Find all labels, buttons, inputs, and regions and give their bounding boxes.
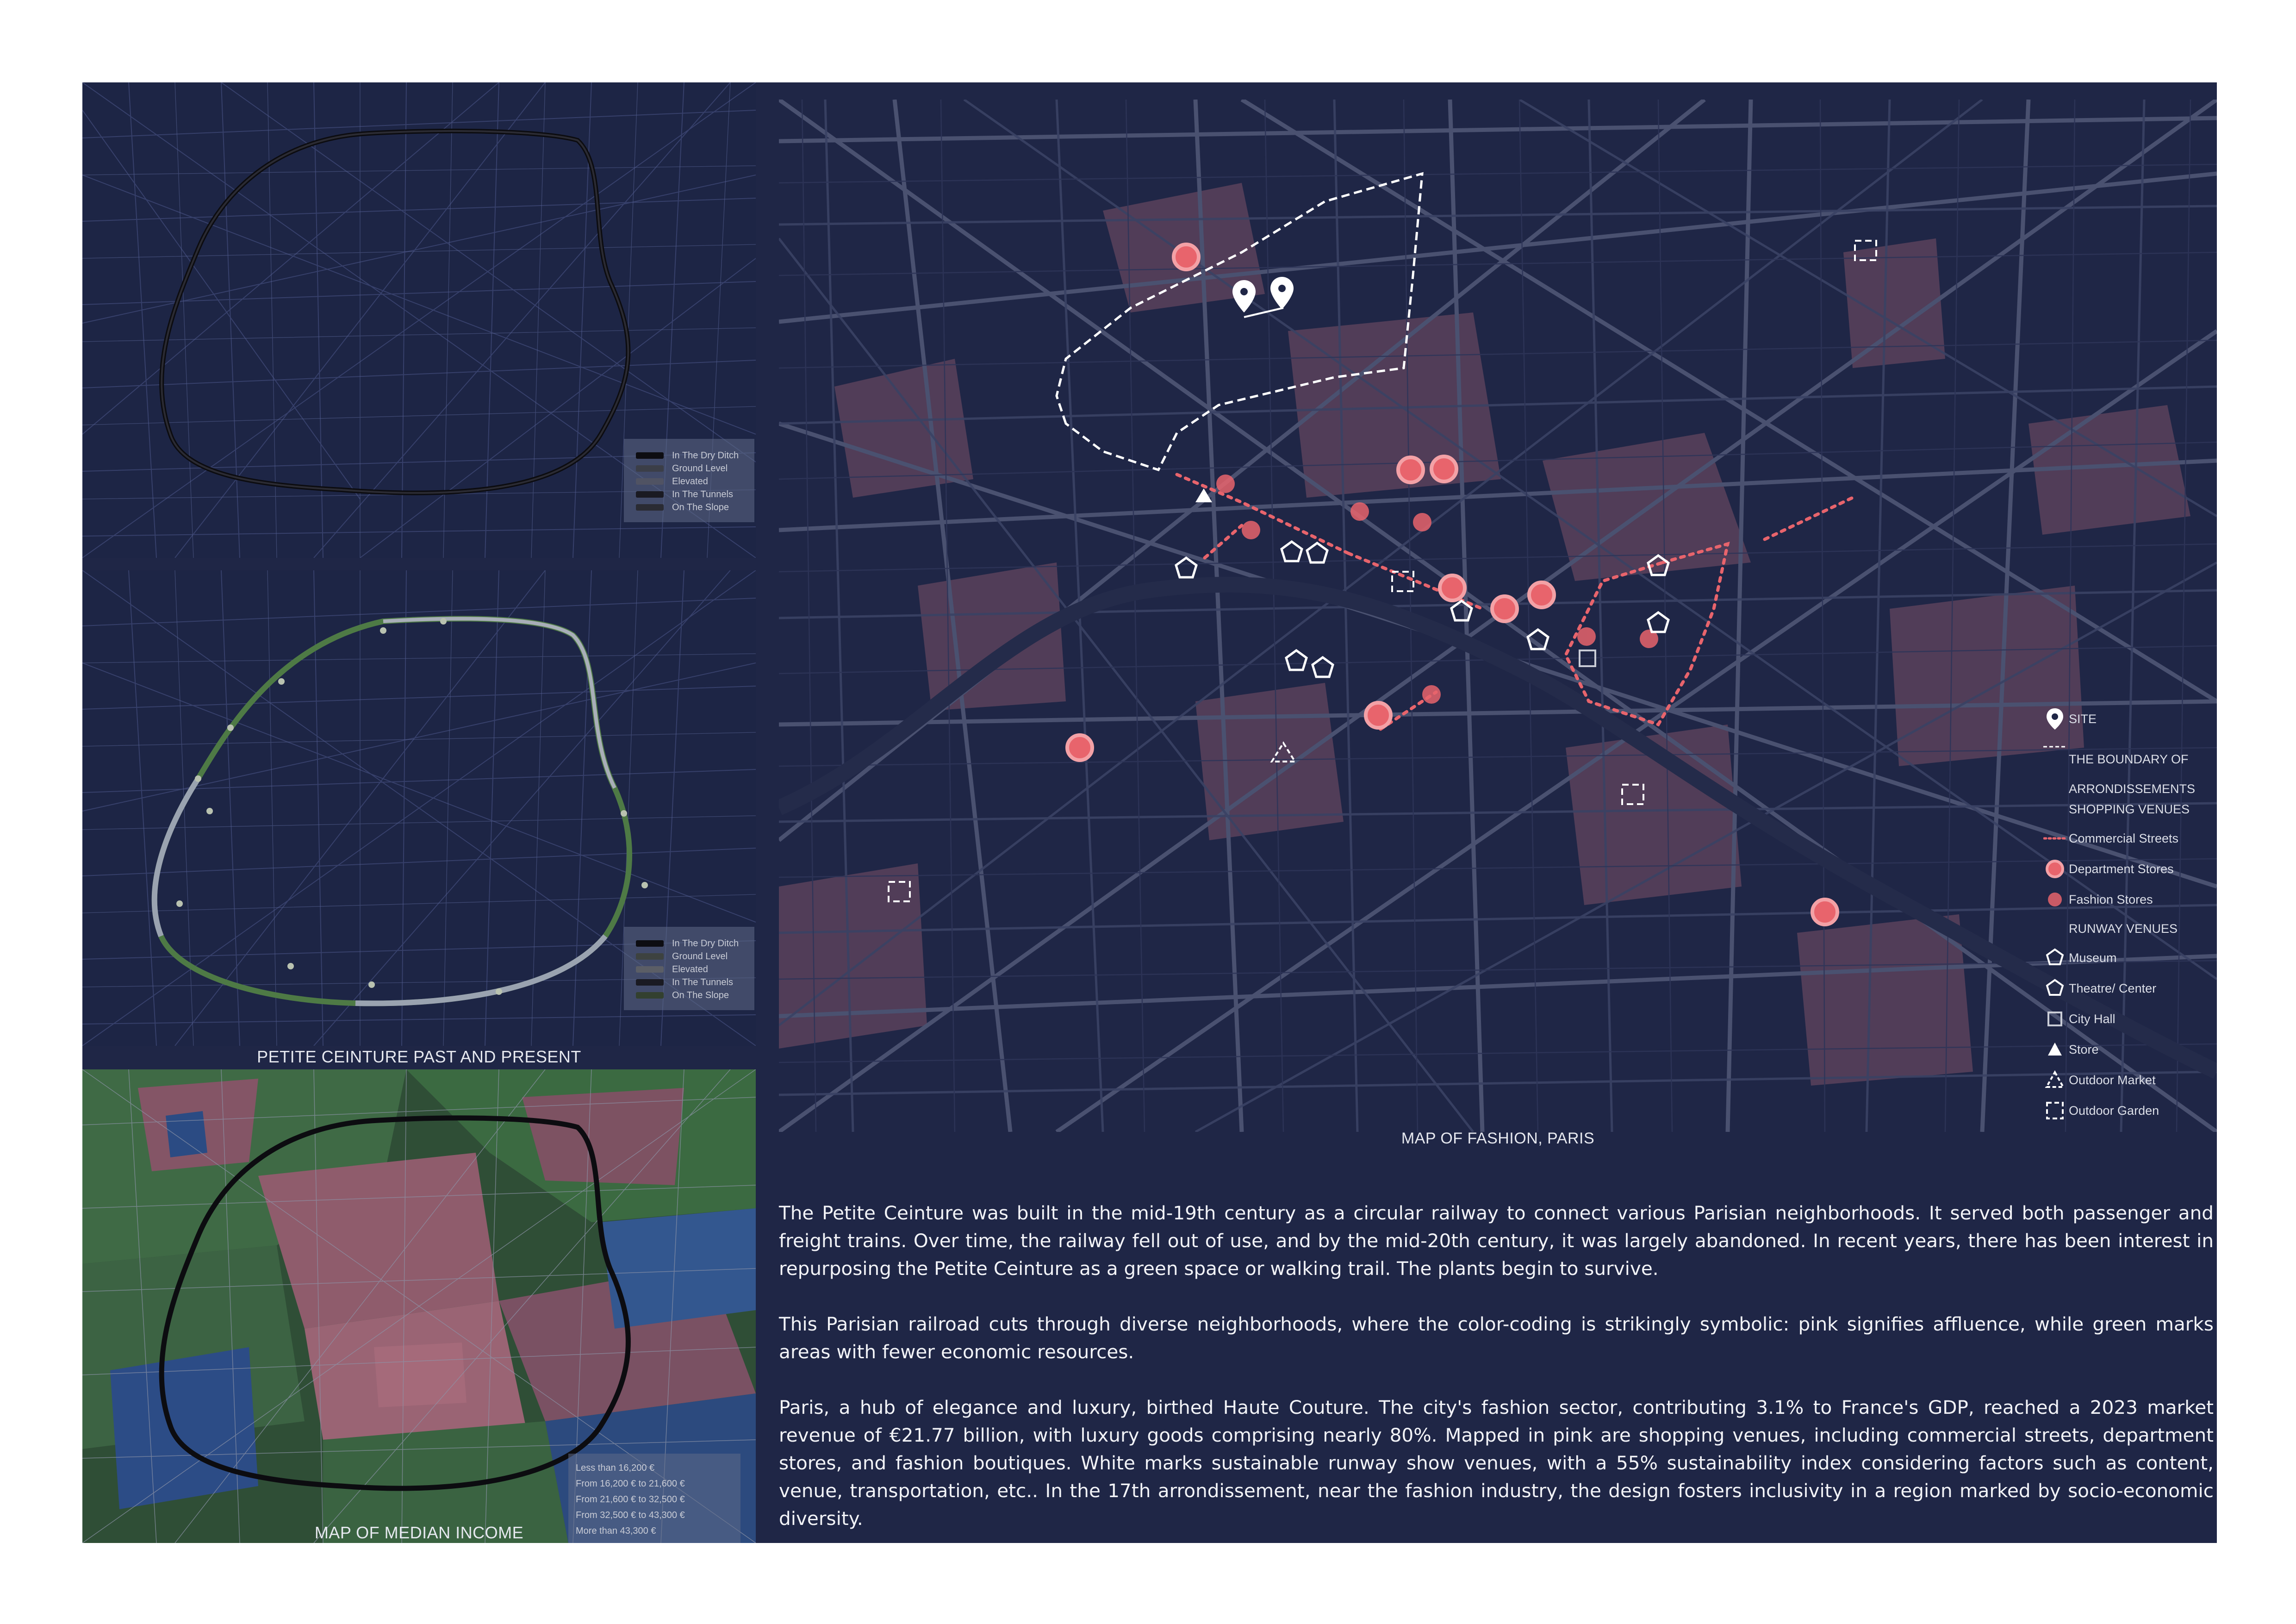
description-text (779, 1199, 2214, 1560)
fashion-map (779, 100, 2217, 1132)
past-legend-3: In The Tunnels (672, 489, 733, 500)
department-store-marker (1492, 596, 1517, 621)
legend-store-label: Store (2069, 1042, 2099, 1056)
paragraph-3: Paris, a hub of elegance and luxury, birthed Haute Couture. The city's fashion sector, contributing 3.1% to France's GDP, reached a 2023 market revenue of €21.77 billion, with luxury goods comprising nearly 80%. Mapped in pink are shopping venues, including commercial streets, department stores, and fashion boutiques. White marks sustainable runway show venues, with a 55% sustainability index considering factors such as content, venue, transportation, etc.. In the 17th arrondissement, near the fashion industry, the design fosters inclusivity in a region marked by socio-economic diversity. (779, 1396, 2214, 1530)
present-legend-2: Elevated (672, 964, 708, 974)
fashion-map-svg (779, 100, 2217, 1132)
past-legend-0: In The Dry Ditch (672, 450, 739, 461)
department-store-marker (1174, 244, 1199, 269)
income-legend-1: From 16,200 € to 21,600 € (576, 1478, 685, 1489)
present-legend-3: In The Tunnels (672, 977, 733, 987)
legend-museum-label: Museum (2069, 950, 2117, 965)
past-legend-4: On The Slope (672, 502, 729, 512)
theatre-icon (2041, 977, 2069, 1000)
legend-outdoor-market-label: Outdoor Market (2069, 1073, 2156, 1087)
department-store-marker (1366, 703, 1391, 728)
legend-theatre-label: Theatre/ Center (2069, 981, 2157, 995)
museum-icon (2041, 946, 2069, 969)
department-store-marker (1431, 456, 1456, 481)
median-income-caption: MAP OF MEDIAN INCOME (314, 1523, 524, 1542)
store-triangle-icon (2041, 1038, 2069, 1061)
past-legend (624, 439, 754, 522)
present-legend-4: On The Slope (672, 990, 729, 1000)
dashed-line-icon (2041, 744, 2069, 749)
present-legend-0: In The Dry Ditch (672, 938, 739, 949)
legend-boundary-label: THE BOUNDARY OF ARRONDISSEMENTS (2069, 752, 2196, 796)
legend-site (2041, 704, 2217, 734)
legend-city-hall-label: City Hall (2069, 1012, 2116, 1026)
income-legend-0: Less than 16,200 € (576, 1462, 655, 1473)
legend-shopping-heading: SHOPPING VENUES (2069, 802, 2190, 816)
fashion-store-marker (1577, 627, 1596, 646)
fashion-store-marker (1242, 521, 1260, 539)
petite-ceinture-present-map (82, 570, 756, 1046)
past-legend-1: Ground Level (672, 463, 728, 474)
department-store-marker (1529, 582, 1554, 607)
income-legend-2: From 21,600 € to 32,500 € (576, 1494, 685, 1505)
outdoor-market-icon (2041, 1068, 2069, 1092)
petite-ceinture-past-map (82, 82, 756, 558)
legend-boundary (2041, 734, 2217, 795)
present-legend-1: Ground Level (672, 951, 728, 962)
fashion-store-marker (1422, 685, 1441, 704)
income-legend-3: From 32,500 € to 43,300 € (576, 1510, 685, 1520)
paragraph-1: The Petite Ceinture was built in the mid-19th century as a circular railway to connect various Parisian neighborhoods. It served both passenger and freight trains. Over time, the railway fell out of use, and by the mid-20th century, it was largely abandoned. In recent years, there has been interest in repurposing the Petite Ceinture as a green space or walking trail. The plants begin to survive. (779, 1202, 2214, 1280)
outdoor-garden-icon (2041, 1099, 2069, 1122)
legend-outdoor-garden-label: Outdoor Garden (2069, 1103, 2159, 1118)
income-legend-4: More than 43,300 € (576, 1525, 656, 1536)
department-store-marker (1398, 457, 1423, 482)
present-legend (624, 927, 754, 1010)
fashion-store-icon (2041, 888, 2069, 911)
paragraph-2: This Parisian railroad cuts through diverse neighborhoods, where the color-coding is strikingly symbolic: pink signifies affluence, while green marks areas with fewer economic resources. (779, 1313, 2214, 1363)
fashion-map-legend (2041, 704, 2217, 1126)
department-store-marker (1440, 575, 1465, 600)
department-store-marker (1812, 899, 1837, 924)
department-store-icon (2041, 857, 2069, 881)
legend-runway-heading: RUNWAY VENUES (2069, 921, 2178, 936)
petite-ceinture-caption: PETITE CEINTURE PAST AND PRESENT (257, 1047, 581, 1066)
fashion-store-marker (1350, 502, 1369, 521)
median-income-map (82, 1069, 756, 1543)
legend-fashion-label: Fashion Stores (2069, 892, 2153, 906)
fashion-map-caption: MAP OF FASHION, PARIS (1401, 1130, 1595, 1147)
legend-commercial-label: Commercial Streets (2069, 831, 2179, 845)
legend-site-label: SITE (2069, 712, 2097, 726)
legend-department-label: Department Stores (2069, 862, 2174, 876)
past-legend-2: Elevated (672, 476, 708, 487)
department-store-marker (1067, 735, 1092, 760)
fashion-store-marker (1413, 513, 1431, 531)
site-pin-icon (2041, 707, 2069, 731)
commercial-street-icon (2041, 836, 2069, 841)
city-hall-icon (2041, 1007, 2069, 1031)
fashion-store-marker (1216, 475, 1235, 493)
